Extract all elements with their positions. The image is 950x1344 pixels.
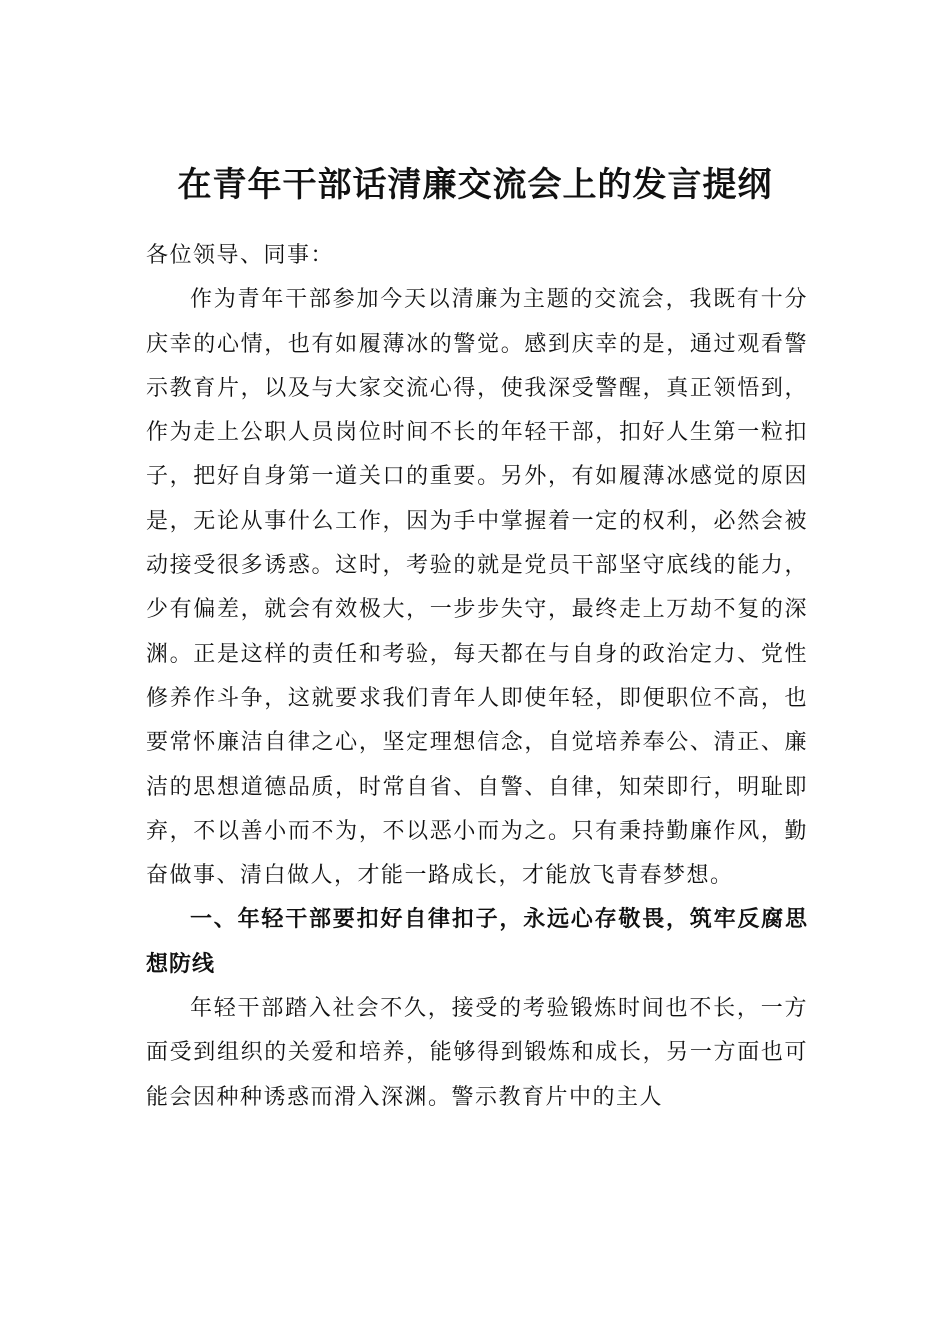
salutation: 各位领导、同事： (146, 243, 335, 268)
section-heading-1: 一、年轻干部要扣好自律扣子，永远心存敬畏，筑牢反腐思想防线 (146, 907, 808, 977)
section-1-paragraph: 年轻干部踏入社会不久，接受的考验锻炼时间也不长，一方面受到组织的关爱和培养，能够得到锻炼和成长，另一方面也可能会因种种诱惑而滑入深渊。警示教育片中的主人 (146, 996, 808, 1110)
intro-paragraph: 作为青年干部参加今天以清廉为主题的交流会，我既有十分庆幸的心情，也有如履薄冰的警觉。感到庆幸的是，通过观看警示教育片，以及与大家交流心得，使我深受警醒，真正领悟到，作为走上公职人员岗位时间不长的年轻干部，扣好人生第一粒扣子，把好自身第一道关口的重要。另外，有如履薄冰感觉的原因是，无论从事什么工作，因为手中掌握着一定的权利，必然会被动接受很多诱惑。这时，考验的就是党员干部坚守底线的能力，少有偏差，就会有效极大，一步步失守，最终走上万劫不复的深渊。正是这样的责任和考验，每天都在与自身的政治定力、党性修养作斗争，这就要求我们青年人即使年轻，即便职位不高，也要常怀廉洁自律之心，坚定理想信念，自觉培养奉公、清正、廉洁的思想道德品质，时常自省、自警、自律，知荣即行，明耻即弃，不以善小而不为，不以恶小而为之。只有秉持勤廉作风，勤奋做事、清白做人，才能一路成长，才能放飞青春梦想。 (146, 287, 808, 889)
document-title: 在青年干部话清廉交流会上的发言提纲 (177, 165, 773, 205)
document-body (146, 234, 808, 1120)
